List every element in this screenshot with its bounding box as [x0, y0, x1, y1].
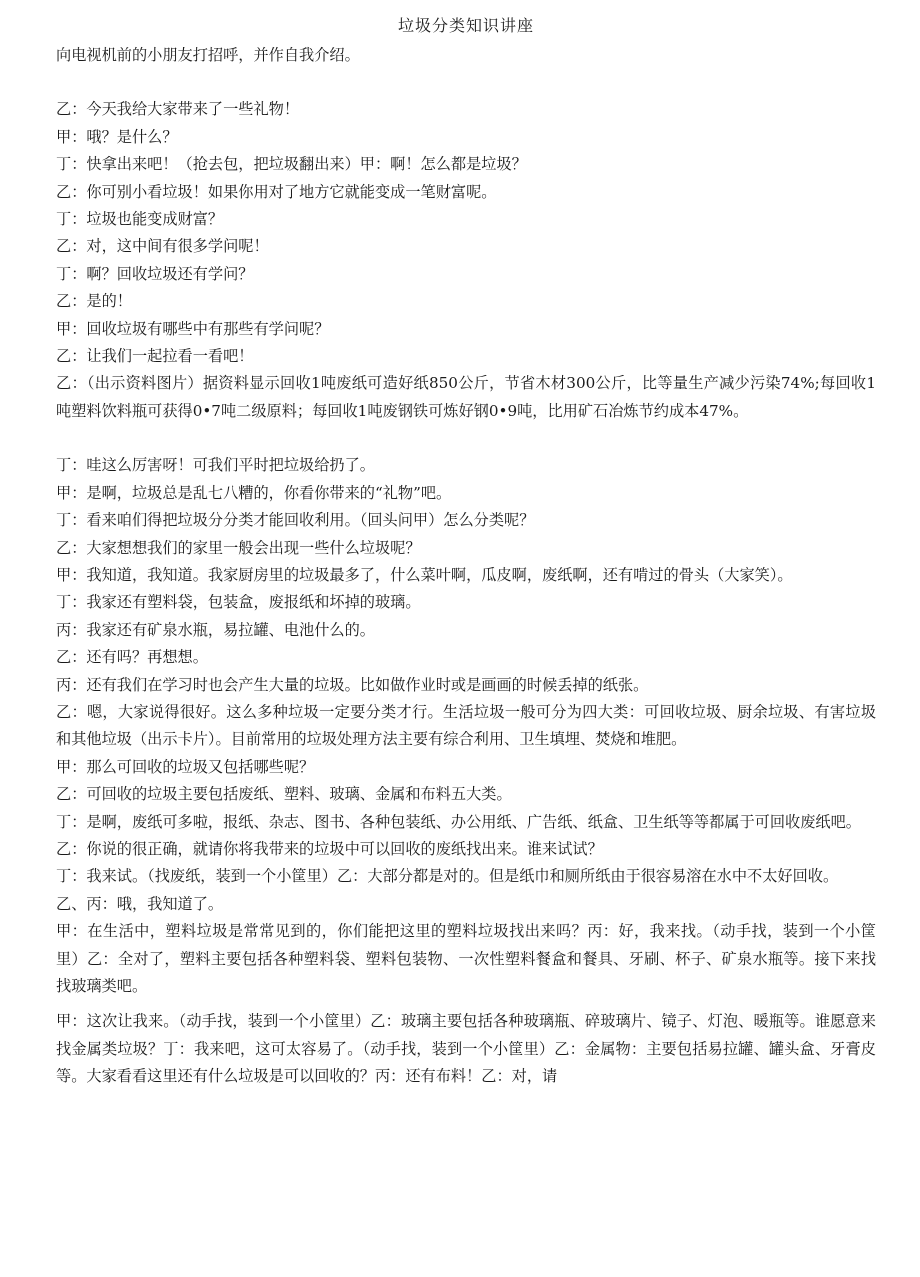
- dialogue-line: 乙：还有吗？再想想。: [56, 648, 208, 667]
- spacer: [56, 1000, 876, 1008]
- dialogue-line: 丁：我家还有塑料袋，包装盒，废报纸和坏掉的玻璃。: [56, 593, 421, 612]
- dialogue-line: 甲：哦？是什么？: [56, 127, 178, 146]
- dialogue-line: 乙：大家想想我们的家里一般会出现一些什么垃圾呢？: [56, 538, 421, 557]
- dialogue-line: 丙：还有我们在学习时也会产生大量的垃圾。比如做作业时或是画画的时候丢掉的纸张。: [56, 675, 649, 694]
- blank-line: [56, 425, 876, 452]
- dialogue-line: 乙：让我们一起拉看一看吧！: [56, 347, 254, 366]
- dialogue-line: 丁：哇这么厉害呀！可我们平时把垃圾给扔了。: [56, 456, 375, 475]
- dialogue-line: 乙、丙：哦，我知道了。: [56, 894, 224, 913]
- dialogue-line: 丙：我家还有矿泉水瓶，易拉罐、电池什么的。: [56, 620, 375, 639]
- dialogue-line: 甲：这次让我来。（动手找，装到一个小筐里）乙：玻璃主要包括各种玻璃瓶、碎玻璃片、镜子、灯泡、暖瓶等。谁愿意来找金属类垃圾？丁：我来吧，这可太容易了。（动手找，装到一个小筐里）乙：金属物：主要包括易拉罐、罐头盒、牙膏皮等。大家看看这里还有什么垃圾是可以回收的？丙：还有布料！乙：对，请: [56, 1012, 876, 1086]
- dialogue-line: 乙：可回收的垃圾主要包括废纸、塑料、玻璃、金属和布料五大类。: [56, 785, 512, 804]
- document-title: 垃圾分类知识讲座: [397, 16, 534, 35]
- dialogue-line: 乙：今天我给大家带来了一些礼物！: [56, 100, 299, 119]
- dialogue-line: 甲：回收垃圾有哪些中有那些有学问呢？: [56, 319, 330, 338]
- dialogue-line: 丁：我来试。（找废纸，装到一个小筐里）乙：大部分都是对的。但是纸巾和厕所纸由于很容易溶在水中不太好回收。: [56, 867, 839, 886]
- paragraph-intro: 向电视机前的小朋友打招呼，并作自我介绍。: [56, 46, 360, 64]
- dialogue-line: 丁：看来咱们得把垃圾分分类才能回收利用。（回头问甲）怎么分类呢？: [56, 511, 535, 530]
- dialogue-line: 丁：快拿出来吧！（抢去包，把垃圾翻出来）甲：啊！怎么都是垃圾？: [56, 155, 527, 174]
- dialogue-line: 乙：是的！: [56, 292, 132, 311]
- blank-line: [56, 69, 876, 96]
- dialogue-line: 丁：垃圾也能变成财富？: [56, 210, 224, 229]
- dialogue-line: 甲：我知道，我知道。我家厨房里的垃圾最多了，什么菜叶啊，瓜皮啊，废纸啊，还有啃过的骨头（大家笑）。: [56, 565, 793, 584]
- dialogue-line: 乙：你可别小看垃圾！如果你用对了地方它就能变成一笔财富呢。: [56, 182, 497, 201]
- dialogue-line-statistics: 乙：（出示资料图片）据资料显示回收1吨废纸可造好纸850公斤，节省木材300公斤，比等量生产减少污染74%;每回收1吨塑料饮料瓶可获得0•7吨二级原料；每回收1吨废钢铁可炼好钢0•9吨，比用矿石冶炼节约成本47%。: [56, 374, 876, 420]
- dialogue-line: 甲：那么可回收的垃圾又包括哪些呢？: [56, 757, 315, 776]
- dialogue-line: 乙：你说的很正确，就请你将我带来的垃圾中可以回收的废纸找出来。谁来试试？: [56, 839, 603, 858]
- dialogue-line: 丁：是啊，废纸可多啦，报纸、杂志、图书、各种包装纸、办公用纸、广告纸、纸盒、卫生纸等等都属于可回收废纸吧。: [56, 812, 861, 831]
- dialogue-line: 乙：对，这中间有很多学问呢！: [56, 237, 269, 256]
- dialogue-line: 甲：在生活中，塑料垃圾是常常见到的，你们能把这里的塑料垃圾找出来吗？丙：好，我来找。（动手找，装到一个小筐里）乙：全对了，塑料主要包括各种塑料袋、塑料包装物、一次性塑料餐盒和餐具、牙刷、杯子、矿泉水瓶等。接下来找找玻璃类吧。: [56, 922, 876, 995]
- dialogue-line: 乙：嗯，大家说得很好。这么多种垃圾一定要分类才行。生活垃圾一般可分为四大类：可回收垃圾、厨余垃圾、有害垃圾和其他垃圾（出示卡片）。目前常用的垃圾处理方法主要有综合利用、卫生填埋、焚烧和堆肥。: [56, 702, 876, 749]
- dialogue-line: 甲：是啊，垃圾总是乱七八糟的，你看你带来的“礼物”吧。: [56, 483, 452, 502]
- dialogue-line: 丁：啊？回收垃圾还有学问？: [56, 264, 254, 283]
